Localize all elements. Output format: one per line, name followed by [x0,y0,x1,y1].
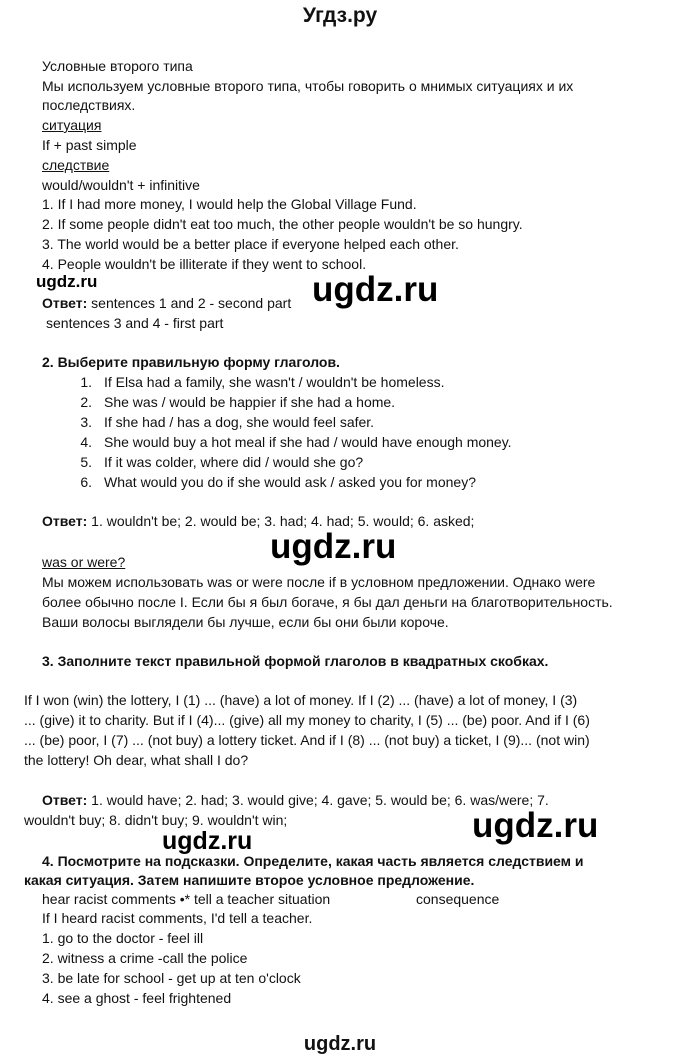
list-item: 6. What would you do if she would ask / asked you for money? [80,474,476,490]
section2-title: 2. Выберите правильную форму глаголов. [42,354,340,370]
watermark-big: ugdz.ru [312,270,439,309]
answer-text: 1. would have; 2. had; 3. would give; 4. gave; 5. would be; 6. was/were; 7. [87,792,549,808]
answer-label: Ответ: [42,295,88,311]
site-header-title: Угдз.ру [302,4,378,27]
answer-label: Ответ: [42,792,88,808]
section4-example-sentence: If I heard racist comments, I'd tell a teacher. [42,910,313,926]
list-item: 3. If she had / has a dog, she would feel safer. [80,414,375,430]
answer-line [42,293,291,313]
section3-text: ... (give) it to charity. But if I (4)... (give) all my money to charity, I (5) ... (be) poor. And if I (6) [24,712,590,728]
section1-title: Условные второго типа [42,58,193,74]
example-sentence: 1. If I had more money, I would help the Global Village Fund. [42,196,417,212]
situation-label: ситуация [42,117,102,133]
list-item: 1. go to the doctor - feel ill [42,930,204,946]
list-item: 5. If it was colder, where did / would she go? [80,454,364,470]
list-item: 3. be late for school - get up at ten o'clock [42,970,301,986]
answer-text: sentences 1 and 2 - second part [87,295,292,311]
answer-label: Ответ: [42,513,88,529]
section3-text: the lottery! Oh dear, what shall I do? [24,752,249,768]
example-sentence: 2. If some people didn't eat too much, the other people wouldn't be so hungry. [42,216,523,232]
answer-line [42,511,474,531]
list-item: 4. She would buy a hot meal if she had / would have enough money. [80,434,512,450]
footer-watermark: ugdz.ru [303,1033,377,1055]
answer-text: 1. wouldn't be; 2. would be; 3. had; 4. had; 5. would; 6. asked; [87,513,475,529]
watermark-small: ugdz.ru [36,272,98,291]
section4-example-hint: hear racist comments •* tell a teacher situation [42,891,331,907]
section1-intro-cont: последствиях. [42,97,136,113]
was-were-text: Ваши волосы выглядели бы лучше, если бы они были короче. [42,614,449,630]
section4-example-consequence: consequence [416,891,500,907]
answer-line-2: wouldn't buy; 8. didn't buy; 9. wouldn't win; [24,812,288,828]
was-were-text: более обычно после I. Если бы я был богаче, я бы дал деньги на благотворительность. [42,594,613,610]
example-sentence: 4. People wouldn't be illiterate if they went to school. [42,256,367,272]
consequence-rule: would/wouldn't + infinitive [42,177,200,193]
watermark-big: ugdz.ru [270,527,397,566]
list-item: 1. If Elsa had a family, she wasn't / wouldn't be homeless. [80,374,445,390]
list-item: 4. see a ghost - feel frightened [42,990,232,1006]
section3-text: If I won (win) the lottery, I (1) ... (have) a lot of money. If I (2) ... (have) a lot of money, I (3) [24,692,578,708]
list-item: 2. witness a crime -call the police [42,950,248,966]
section3-title: 3. Заполните текст правильной формой глаголов в квадратных скобках. [42,653,549,669]
list-item: 2. She was / would be happier if she had a home. [80,394,396,410]
example-sentence: 3. The world would be a better place if everyone helped each other. [42,236,459,252]
watermark-medium: ugdz.ru [162,827,253,855]
section4-title-cont: какая ситуация. Затем напишите второе условное предложение. [24,872,475,888]
answer-line-2: sentences 3 and 4 - first part [46,315,224,331]
watermark-big: ugdz.ru [472,806,599,845]
was-were-title: was or were? [42,554,126,570]
was-were-text: Мы можем использовать was or were после if в условном предложении. Однако were [42,574,596,590]
section4-title: 4. Посмотрите на подсказки. Определите, какая часть является следствием и [42,853,584,869]
consequence-label: следствие [42,157,110,173]
situation-rule: If + past simple [42,137,137,153]
section1-intro: Мы используем условные второго типа, чтобы говорить о мнимых ситуациях и их [42,78,574,94]
section3-text: ... (be) poor, I (7) ... (not buy) a lottery ticket. And if I (8) ... (not buy) a ticket, I (9)... (not win) [24,732,590,748]
